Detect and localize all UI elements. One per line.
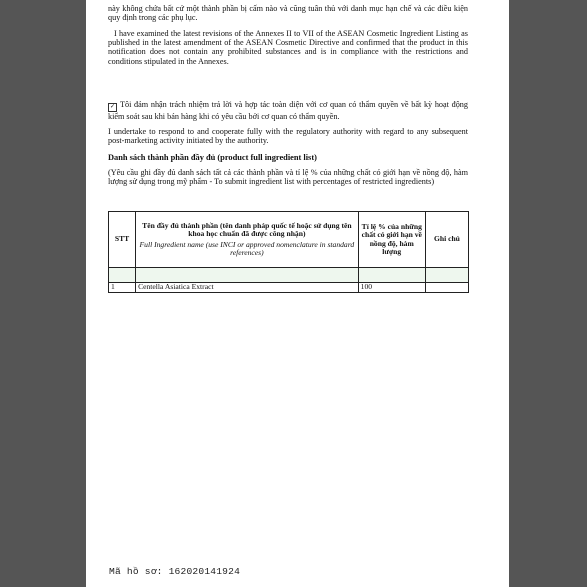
- header-percent: Tỉ lệ % của những chất có giới hạn về nồng độ, hàm lượng: [358, 212, 425, 268]
- paragraph-vi-compliance: này không chứa bất cứ một thành phần bị cấm nào và cũng tuân thủ với danh mục hạn chế và các điều kiện quy định trong các phụ lục.: [108, 4, 468, 23]
- paragraph-en-compliance: I have examined the latest revisions of the Annexes II to VII of the ASEAN Cosmetic Ingredient Listing as published in the latest amendment of the ASEAN Cosmetic Directive and confirmed that the product in this notification does not contain any prohibited substances and is in compliance with the restrictions and conditions stipulated in the Annexes.: [108, 29, 468, 66]
- header-name-en: Full Ingredient name (use INCI or approved nomenclature in standard references): [139, 239, 355, 257]
- header-ingredient-name: [136, 212, 359, 268]
- paragraph-en-commitment: I undertake to respond to and cooperate fully with the regulatory authority with regard to any subsequent post-marketing activity initiated by the authority.: [108, 127, 468, 146]
- row-stt: 1: [109, 283, 136, 293]
- paragraph-vi-commitment: [108, 100, 468, 121]
- spacer-cell: [109, 268, 136, 283]
- ingredient-list-heading: Danh sách thành phần đầy đủ (product full ingredient list): [108, 153, 317, 162]
- row-percent: 100: [358, 283, 425, 293]
- header-note: Ghi chú: [425, 212, 468, 268]
- table-spacer-row: [109, 268, 469, 283]
- ingredient-table: [108, 211, 469, 293]
- header-name-vi: Tên đầy đủ thành phần (tên danh pháp quốc tế hoặc sử dụng tên khoa học chuẩn đã được công nhận): [142, 220, 352, 239]
- row-ingredient-name: Centella Asiatica Extract: [136, 283, 359, 293]
- spacer-cell: [358, 268, 425, 283]
- table-row: [109, 283, 469, 293]
- spacer-cell: [425, 268, 468, 283]
- commitment-text-vi: Tôi đảm nhận trách nhiệm trả lời và hợp tác toàn diện với cơ quan có thẩm quyền về bất kỳ hoạt động kiểm soát sau khi bán hàng khi có yêu cầu bởi cơ quan có thẩm quyền.: [108, 100, 468, 121]
- row-note: [425, 283, 468, 293]
- header-stt: STT: [109, 212, 136, 268]
- commitment-checkbox[interactable]: ✓: [109, 104, 116, 110]
- document-page: [86, 0, 509, 587]
- ingredient-list-note: (Yêu cầu ghi đầy đủ danh sách tất cả các thành phần và tỉ lệ % của những chất có giới hạn về nồng độ, hàm lượng sử dụng trong mỹ phẩm - To submit ingredient list with percentages of restricted ingredients): [108, 168, 468, 187]
- ingredient-table-header: [109, 212, 469, 268]
- file-code: Mã hồ sơ: 162020141924: [109, 566, 241, 577]
- spacer-cell: [136, 268, 359, 283]
